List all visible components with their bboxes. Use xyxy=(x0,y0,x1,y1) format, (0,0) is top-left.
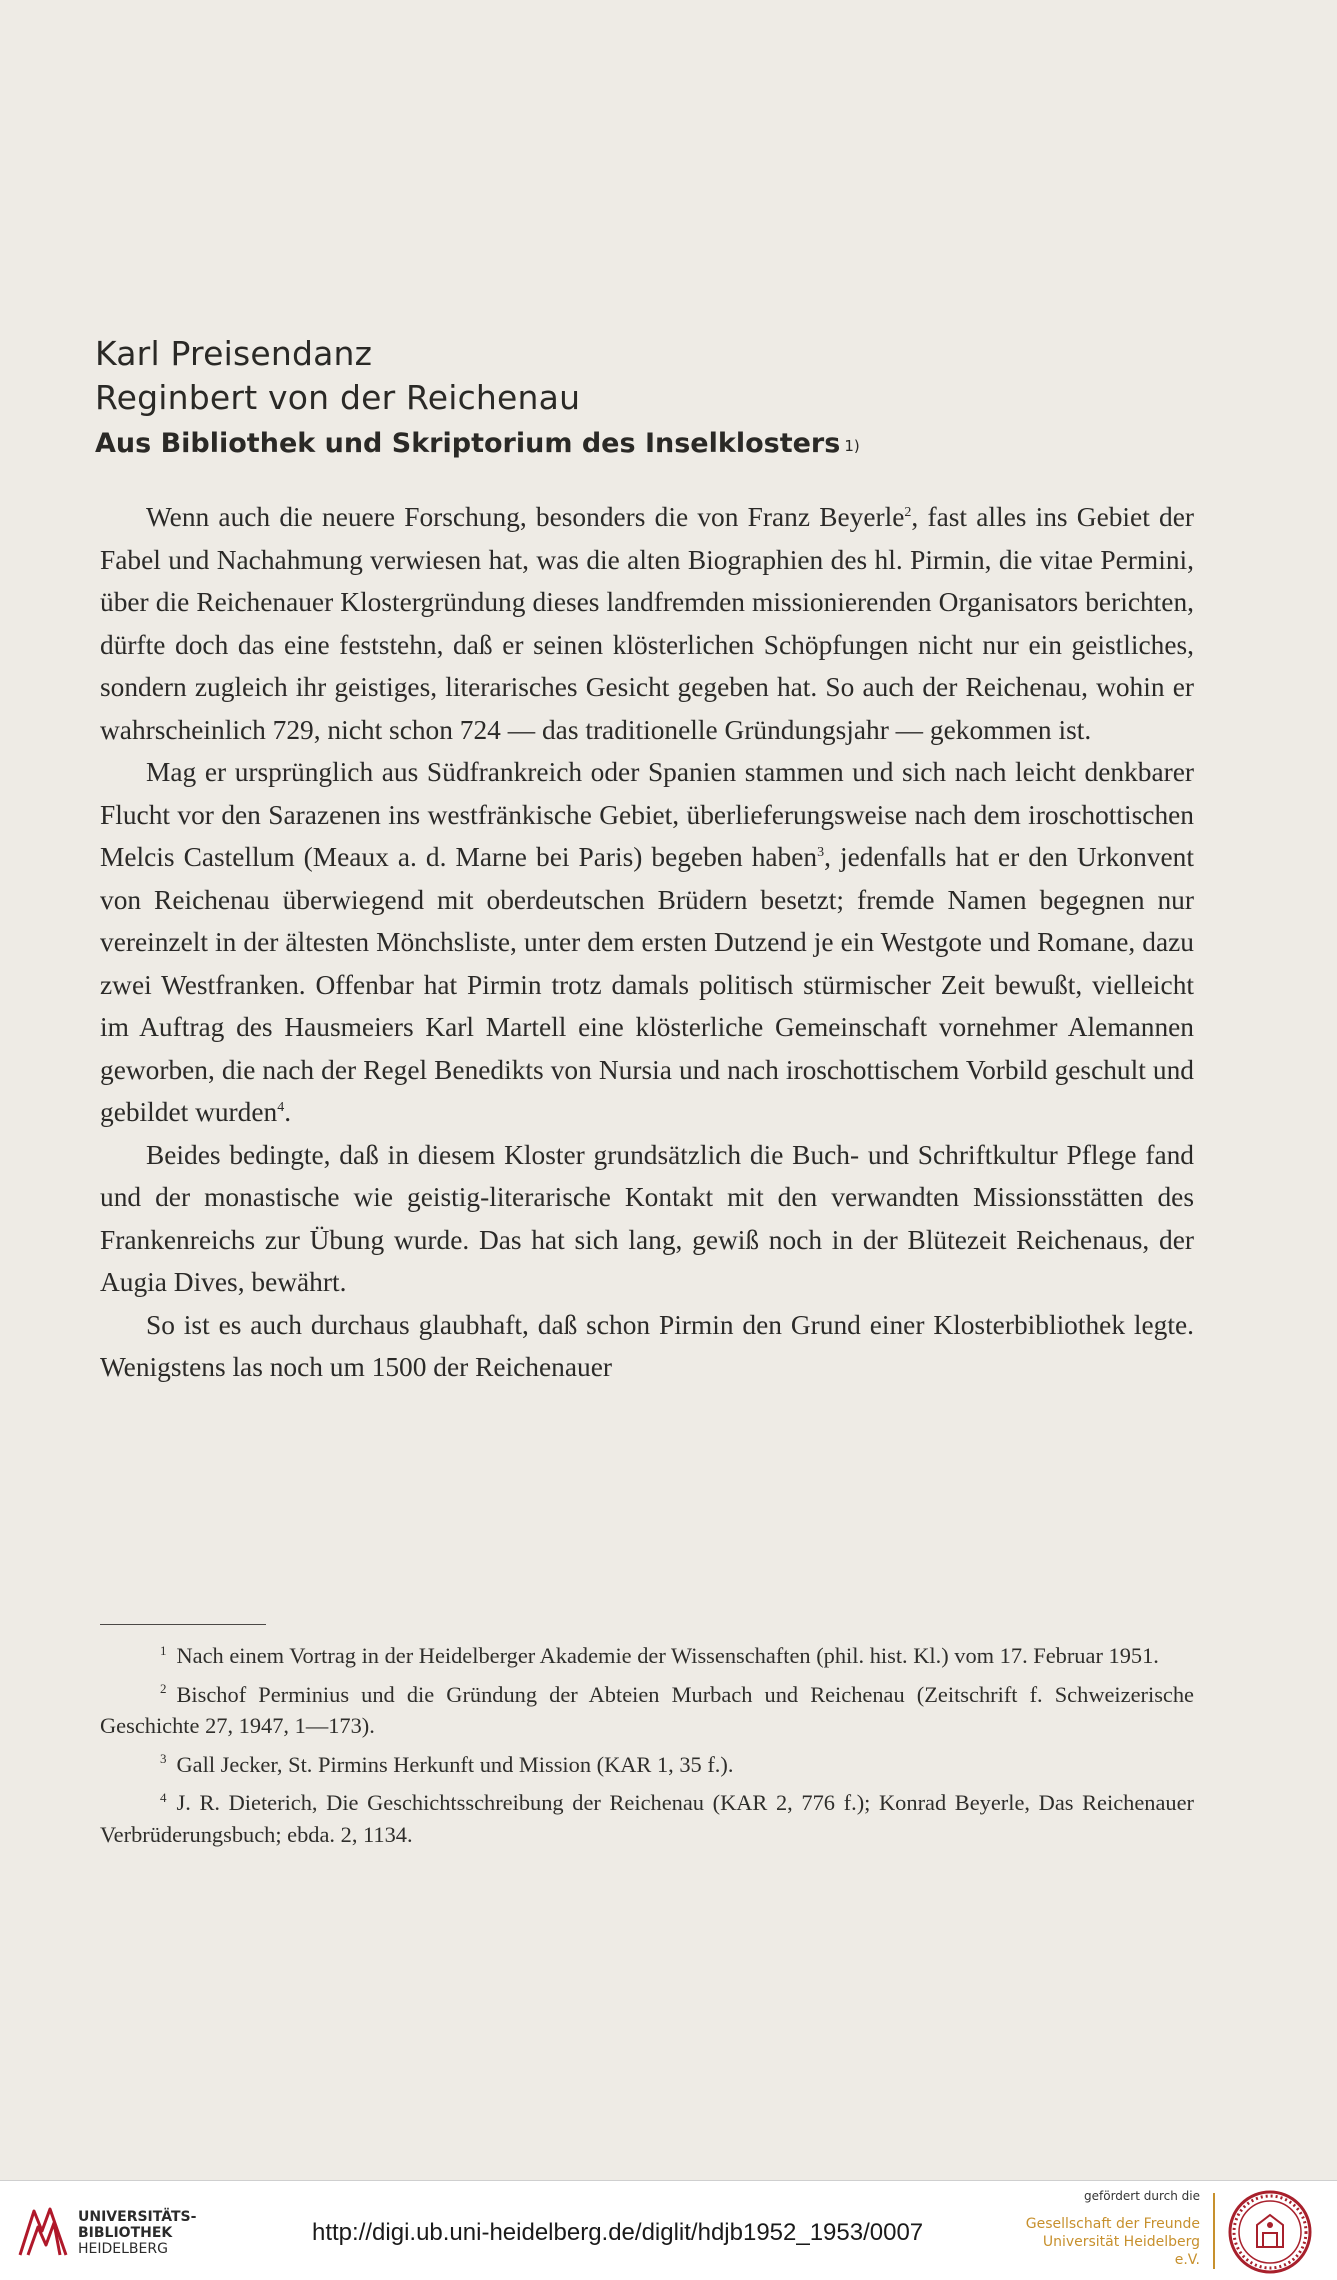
funding-label: gefördert durch die xyxy=(1084,2189,1200,2203)
footnote-ref[interactable]: 2 xyxy=(904,504,912,520)
library-name-line: HEIDELBERG xyxy=(78,2241,168,2257)
footnote-ref[interactable]: 4 xyxy=(277,1099,285,1115)
footnote-divider xyxy=(100,1624,266,1625)
paragraph xyxy=(100,496,1194,751)
subtitle-footnote-ref[interactable]: 1) xyxy=(844,437,860,455)
body-text xyxy=(100,496,1194,1389)
footnote-text: Gall Jecker, St. Pirmins Herkunft und Mission (KAR 1, 35 f.). xyxy=(176,1751,734,1777)
footnote-number: 4 xyxy=(160,1789,167,1805)
paragraph xyxy=(100,1304,1194,1389)
footnote-text: Nach einem Vortrag in der Heidelberger Akademie der Wissenschaften (phil. hist. Kl.) vom 17. Februar 1951. xyxy=(176,1643,1159,1668)
paragraph xyxy=(100,1134,1194,1304)
funding-credit[interactable] xyxy=(1014,2189,1200,2269)
footer-divider xyxy=(1213,2193,1215,2269)
viewer-footer xyxy=(0,2180,1337,2280)
paragraph-text: . xyxy=(284,1097,292,1127)
library-name-line: BIBLIOTHEK xyxy=(78,2225,173,2241)
paragraph-text: , fast alles ins Gebiet der Fabel und Nachahmung verwiesen hat, was die alten Biographien des hl. Pirmin, die vitae Permini, über die Reichenauer Klostergründung dieses landfremden missionierenden Organisators berichten, dürfte doch das eine feststehn, daß er seinen klösterlichen Schöpfungen nicht nur ein geistliches, sondern zugleich ihr geistiges, literarisches Gesicht gegeben hat. So auch der Reichenau, wohin er wahrscheinlich 729, nicht schon 724 — das traditionelle Gründungsjahr — gekommen ist. xyxy=(100,502,1194,745)
subtitle-text: Aus Bibliothek und Skriptorium des Inselklosters xyxy=(95,428,841,459)
footnote xyxy=(100,1679,1194,1742)
permalink-url[interactable]: http://digi.ub.uni-heidelberg.de/diglit/hdjb1952_1953/0007 xyxy=(312,2219,924,2246)
footnote xyxy=(100,1787,1194,1850)
footnote-number: 2 xyxy=(160,1681,167,1697)
funding-org-line: Universität Heidelberg e.V. xyxy=(1042,2234,1200,2268)
university-seal-icon[interactable] xyxy=(1227,2189,1313,2275)
article-subtitle xyxy=(95,422,1195,466)
footnote-number: 1 xyxy=(160,1642,167,1658)
library-name[interactable] xyxy=(78,2209,196,2257)
author-name: Karl Preisendanz xyxy=(95,334,373,373)
library-logo-icon[interactable] xyxy=(14,2201,74,2261)
footnote-ref[interactable]: 3 xyxy=(817,844,825,860)
funding-org-line: Gesellschaft der Freunde xyxy=(1025,2216,1200,2232)
article-header xyxy=(95,332,1195,466)
paragraph xyxy=(100,751,1194,1134)
footnotes xyxy=(100,1640,1194,1857)
paragraph-text: So ist es auch durchaus glaubhaft, daß schon Pirmin den Grund einer Klosterbibliothek legte. Wenigstens las noch um 1500 der Reichenauer xyxy=(100,1309,1194,1382)
footnote-number: 3 xyxy=(160,1751,167,1767)
footnote xyxy=(100,1749,1194,1781)
paragraph-text: Mag er ursprünglich aus Südfrankreich oder Spanien stammen und sich nach leicht denkbarer Flucht vor den Sarazenen ins westfränkische Gebiet, überlieferungsweise nach dem iroschottischen Melcis Castellum (Meaux a. d. Marne bei Paris) begeben haben xyxy=(100,757,1194,872)
footnote-text: Bischof Perminius und die Gründung der Abteien Murbach und Reichenau (Zeitschrift f. Schweizerische Geschichte 27, 1947, 1—173). xyxy=(100,1681,1194,1738)
footnote-text: J. R. Dieterich, Die Geschichtsschreibung der Reichenau (KAR 2, 776 f.); Konrad Beyerle, Das Reichenauer Verbrüderungsbuch; ebda. 2, 1134. xyxy=(100,1790,1194,1847)
paragraph-text: , jedenfalls hat er den Urkonvent von Reichenau überwiegend mit oberdeutschen Brüdern besetzt; fremde Namen begegnen nur vereinzelt in der ältesten Mönchsliste, unter dem ersten Dutzend je ein Westgote und Romane, dazu zwei Westfranken. Offenbar hat Pirmin trotz damals politisch stürmischer Zeit bewußt, vielleicht im Auftrag des Hausmeiers Karl Martell eine klösterliche Gemeinschaft vornehmer Alemannen geworben, die nach der Regel Benedikts von Nursia und nach iroschottischem Vorbild geschult und gebildet wurden xyxy=(100,842,1194,1127)
footnote xyxy=(100,1640,1194,1672)
paragraph-text: Beides bedingte, daß in diesem Kloster grundsätzlich die Buch- und Schriftkultur Pflege fand und der monastische wie geistig-literarische Kontakt mit den verwandten Missionsstätten des Frankenreichs zur Übung wurde. Das hat sich lang, gewiß noch in der Blütezeit Reichenaus, der Augia Dives, bewährt. xyxy=(100,1139,1194,1297)
library-name-line: UNIVERSITÄTS- xyxy=(78,2209,197,2225)
article-title: Reginbert von der Reichenau xyxy=(95,378,581,417)
paragraph-text: Wenn auch die neuere Forschung, besonders die von Franz Beyerle xyxy=(146,502,905,532)
